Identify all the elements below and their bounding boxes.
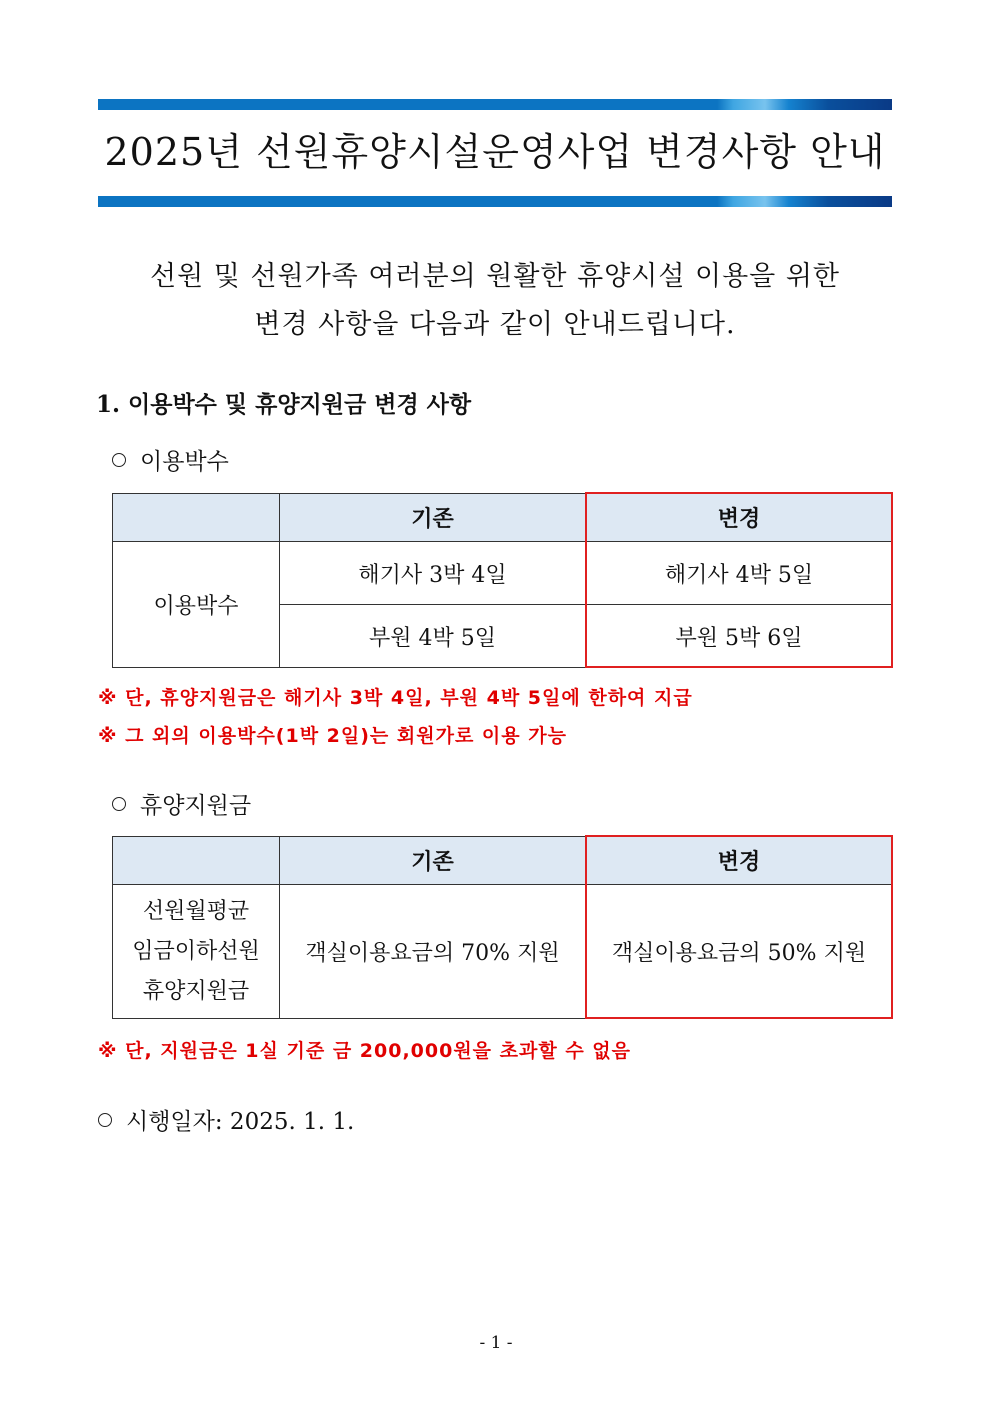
cell-before-crew: 부원 4박 5일	[280, 605, 586, 668]
document-title: 2025년 선원휴양시설운영사업 변경사항 안내	[104, 130, 886, 174]
table-header-row	[113, 837, 893, 885]
subsidy-heading-text: 휴양지원금	[140, 793, 252, 819]
subsidy-table	[112, 836, 893, 1019]
effective-date	[98, 1103, 354, 1136]
intro-paragraph	[98, 253, 892, 349]
stay-nights-heading-text: 이용박수	[140, 449, 229, 475]
stay-nights-table	[112, 493, 893, 668]
title-bottom-bar	[98, 196, 892, 207]
subsidy-heading	[112, 787, 251, 820]
header-after: 변경	[586, 837, 893, 885]
row-label-line-2: 임금이하선원	[132, 938, 260, 964]
row-label-subsidy	[113, 885, 280, 1019]
header-empty-cell	[113, 837, 280, 885]
stay-note-1: ※ 단, 휴양지원금은 해기사 3박 4일, 부원 4박 5일에 한하여 지급	[98, 687, 693, 709]
table-row	[113, 885, 893, 1019]
table-header-row	[113, 494, 893, 542]
intro-line-2: 변경 사항을 다음과 같이 안내드립니다.	[254, 309, 736, 340]
header-before: 기존	[280, 837, 586, 885]
subsidy-note: ※ 단, 지원금은 1실 기준 금 200,000원을 초과할 수 없음	[98, 1040, 631, 1062]
section-1-heading: 1. 이용박수 및 휴양지원금 변경 사항	[96, 391, 472, 418]
cell-after-crew: 부원 5박 6일	[586, 605, 893, 668]
cell-before-officer: 해기사 3박 4일	[280, 542, 586, 605]
cell-after-officer: 해기사 4박 5일	[586, 542, 893, 605]
page-number: - 1 -	[479, 1333, 513, 1353]
header-before: 기존	[280, 494, 586, 542]
cell-after-subsidy: 객실이용요금의 50% 지원	[586, 885, 893, 1019]
stay-note-2: ※ 그 외의 이용박수(1박 2일)는 회원가로 이용 가능	[98, 725, 567, 747]
circle-bullet-icon	[112, 453, 126, 467]
table-row	[113, 542, 893, 605]
row-label-line-1: 선원월평균	[142, 898, 250, 924]
effective-date-text: 시행일자: 2025. 1. 1.	[126, 1109, 355, 1135]
header-empty-cell	[113, 494, 280, 542]
circle-bullet-icon	[98, 1113, 112, 1127]
cell-before-subsidy: 객실이용요금의 70% 지원	[280, 885, 586, 1019]
circle-bullet-icon	[112, 797, 126, 811]
header-after: 변경	[586, 494, 893, 542]
row-label-stay-nights: 이용박수	[113, 542, 280, 668]
row-label-line-3: 휴양지원금	[142, 978, 250, 1004]
intro-line-1: 선원 및 선원가족 여러분의 원활한 휴양시설 이용을 위한	[150, 261, 840, 292]
stay-nights-heading	[112, 443, 229, 476]
title-top-bar	[98, 99, 892, 110]
